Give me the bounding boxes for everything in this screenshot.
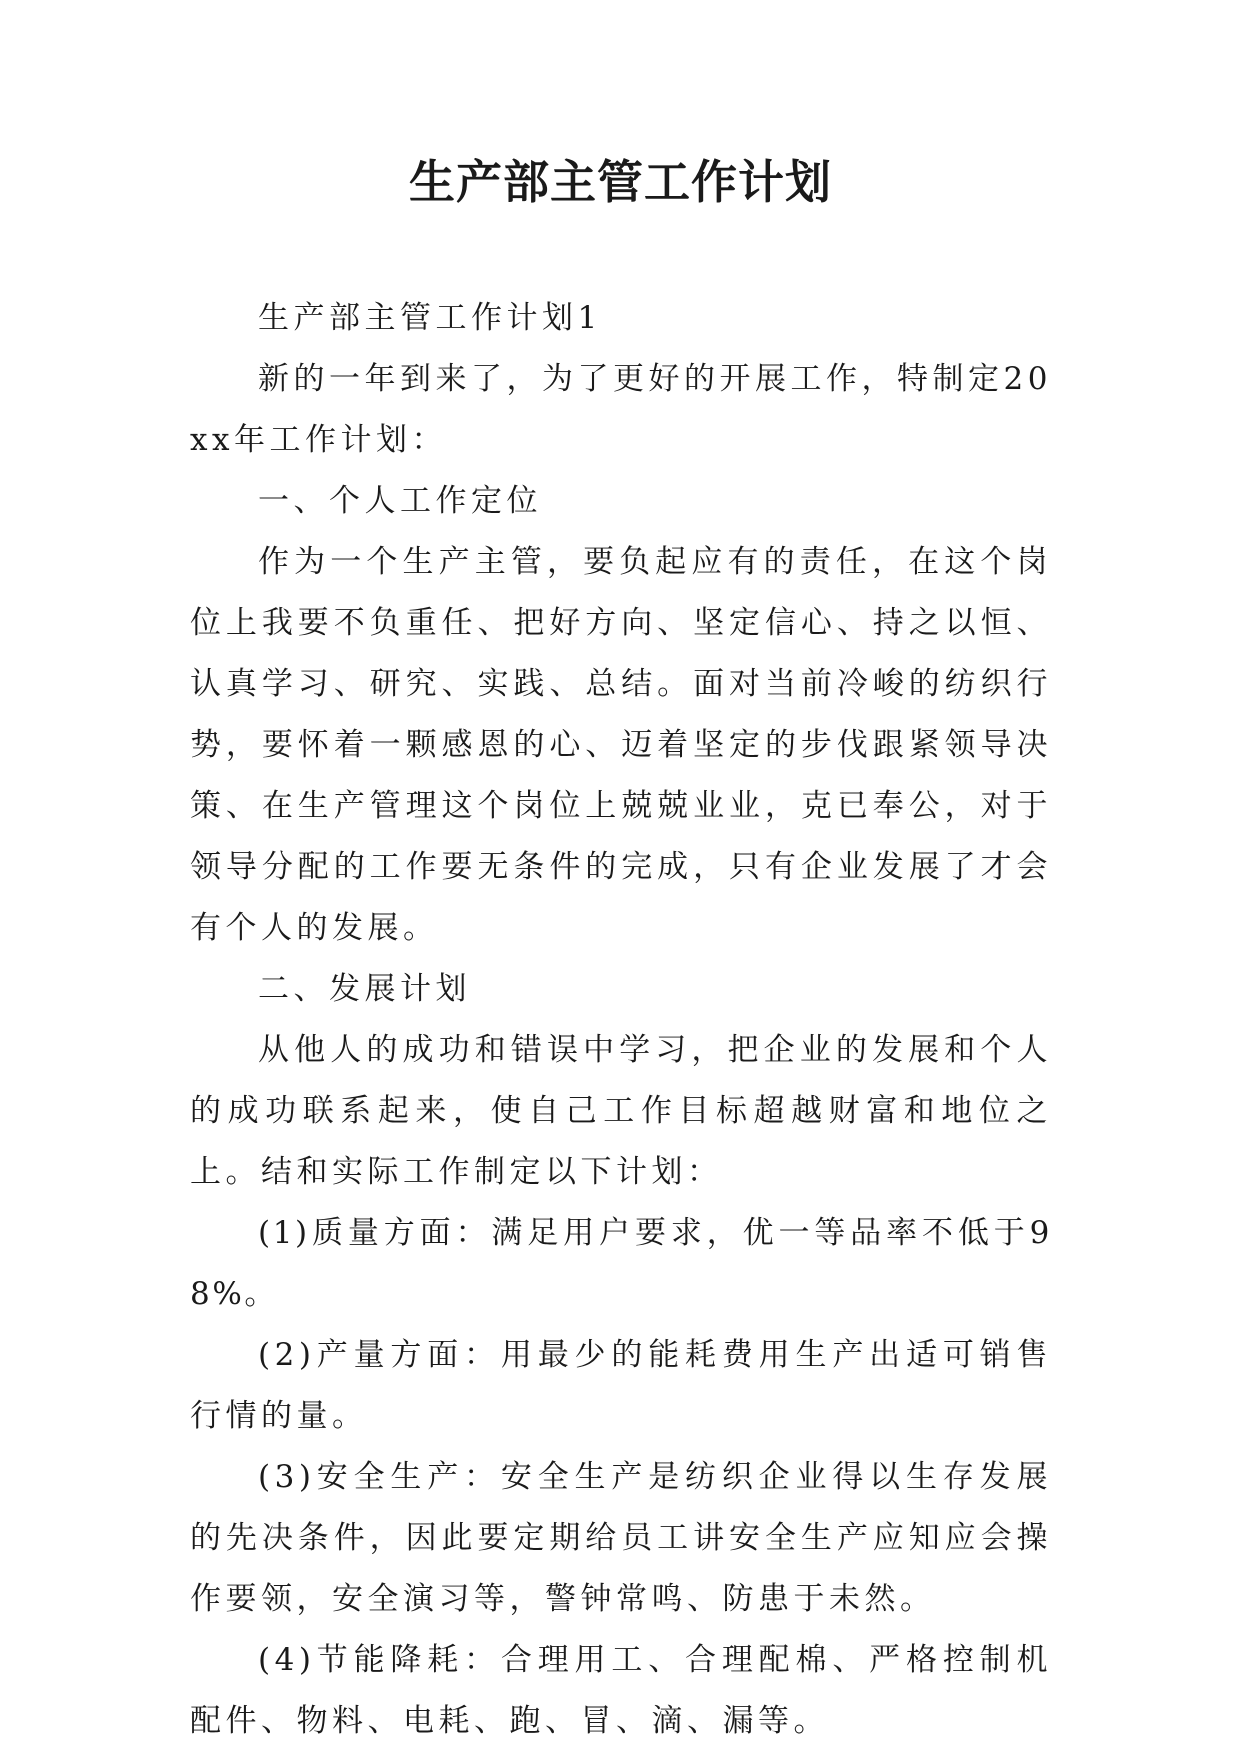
- positioning-paragraph: 作为一个生产主管，要负起应有的责任，在这个岗位上我要不负重任、把好方向、坚定信心、持之以恒、认真学习、研究、实践、总结。面对当前冷峻的纺织行势，要怀着一颗感恩的心、迈着坚定的步伐跟紧领导决策、在生产管理这个岗位上兢兢业业，克已奉公，对于领导分配的工作要无条件的完成，只有企业发展了才会有个人的发展。: [190, 544, 1052, 946]
- plan-item-output: (2)产量方面：用最少的能耗费用生产出适可销售行情的量。: [190, 1337, 1052, 1434]
- plan-item-quality: (1)质量方面：满足用户要求，优一等品率不低于98%。: [190, 1215, 1052, 1312]
- intro-paragraph: 新的一年到来了，为了更好的开展工作，特制定20xx年工作计划：: [190, 361, 1052, 458]
- section-heading-plan: 二、发展计划: [258, 971, 471, 1007]
- subtitle-paragraph: 生产部主管工作计划1: [258, 300, 602, 336]
- plan-item-safety: (3)安全生产：安全生产是纺织企业得以生存发展的先决条件，因此要定期给员工讲安全生产应知应会操作要领，安全演习等，警钟常鸣、防患于未然。: [190, 1459, 1052, 1617]
- section-heading-positioning: 一、个人工作定位: [258, 483, 542, 519]
- plan-item-energy: (4)节能降耗：合理用工、合理配棉、严格控制机配件、物料、电耗、跑、冒、滴、漏等。: [190, 1642, 1052, 1739]
- plan-paragraph: 从他人的成功和错误中学习，把企业的发展和个人的成功联系起来，使自己工作目标超越财富和地位之上。结和实际工作制定以下计划：: [190, 1032, 1052, 1190]
- document-title: 生产部主管工作计划: [409, 155, 832, 209]
- document-body: [190, 288, 1052, 1752]
